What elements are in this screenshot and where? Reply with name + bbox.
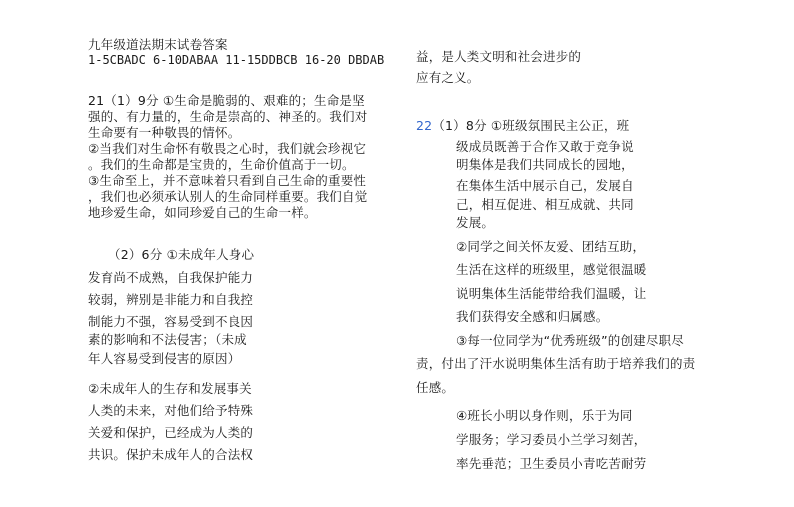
q22-line: 责，付出了汗水说明集体生活有助于培养我们的责	[416, 356, 696, 371]
q22-header-line	[416, 118, 629, 133]
q22-line: 生活在这样的班级里，感觉很温暖	[456, 262, 647, 277]
q22-line: 我们获得安全感和归属感。	[456, 309, 609, 324]
q21-part2-line: 年人容易受到侵害的原因）	[88, 351, 241, 366]
q22-line: 明集体是我们共同成长的园地，	[456, 157, 634, 172]
q22-line: 率先垂范；卫生委员小青吃苦耐劳	[456, 456, 647, 471]
q21-part1-line: 。我们的生命都是宝贵的，生命价值高于一切。	[88, 157, 355, 172]
q21-continuation-line: 益，是人类文明和社会进步的	[416, 49, 582, 64]
q21-part1-line: 强的、有力量的，生命是崇高的、神圣的。我们对	[88, 109, 368, 124]
q21-part2-line: 发育尚不成熟，自我保护能力	[88, 270, 254, 285]
q22-header-text: （1）8分 ①班级氛围民主公正，班	[432, 118, 630, 133]
q21-part1-line: ②当我们对生命怀有敬畏之心时，我们就会珍视它	[88, 141, 367, 156]
q21-part1-line: ③生命至上，并不意味着只看到自己生命的重要性	[88, 173, 367, 188]
q22-line: 级成员既善于合作又敢于竞争说	[456, 139, 634, 154]
q21-part2-line: 较弱，辨别是非能力和自我控	[88, 292, 254, 307]
q21-part1-line: 生命要有一种敬畏的情怀。	[88, 125, 241, 140]
q21-part2-line: 共识。保护未成年人的合法权	[88, 447, 254, 462]
q21-part1-line: 地珍爱生命，如同珍爱自己的生命一样。	[88, 205, 317, 220]
q21-part2-line: （2）6分 ①未成年人身心	[108, 247, 255, 262]
q22-line: 任感。	[416, 380, 455, 395]
q21-part2-line: 关爱和保护，已经成为人类的	[88, 425, 254, 440]
q22-line: 说明集体生活能带给我们温暖，让	[456, 286, 647, 301]
q21-part2-line: ②未成年人的生存和发展事关	[88, 381, 252, 396]
q22-line: ④班长小明以身作则，乐于为同	[456, 408, 633, 423]
q22-line: 己，相互促进、相互成就、共同	[456, 197, 634, 212]
q21-part2-line: 素的影响和不法侵害；（未成	[88, 332, 247, 347]
q22-line: 在集体生活中展示自己，发展自	[456, 178, 634, 193]
q22-line: 学服务；学习委员小兰学习刻苦，	[456, 432, 647, 447]
exam-title: 九年级道法期末试卷答案	[88, 37, 228, 52]
q22-number: 22	[416, 118, 433, 133]
q22-line: 发展。	[456, 215, 495, 230]
q22-line: ②同学之间关怀友爱、团结互助，	[456, 239, 646, 254]
multiple-choice-answers: 1-5CBADC 6-10DABAA 11-15DDBCB 16-20 DBDAB	[88, 53, 385, 67]
q22-line: ③每一位同学为“优秀班级”的创建尽职尽	[456, 333, 684, 348]
q21-part1-line: ，我们也必须承认别人的生命同样重要。我们自觉	[88, 189, 368, 204]
q21-part2-line: 人类的未来，对他们给予特殊	[88, 403, 254, 418]
q21-part1-line: 21（1）9分 ①生命是脆弱的、艰难的；生命是坚	[88, 93, 365, 108]
q21-part2-line: 制能力不强，容易受到不良因	[88, 314, 254, 329]
q21-continuation-line: 应有之义。	[416, 70, 480, 85]
